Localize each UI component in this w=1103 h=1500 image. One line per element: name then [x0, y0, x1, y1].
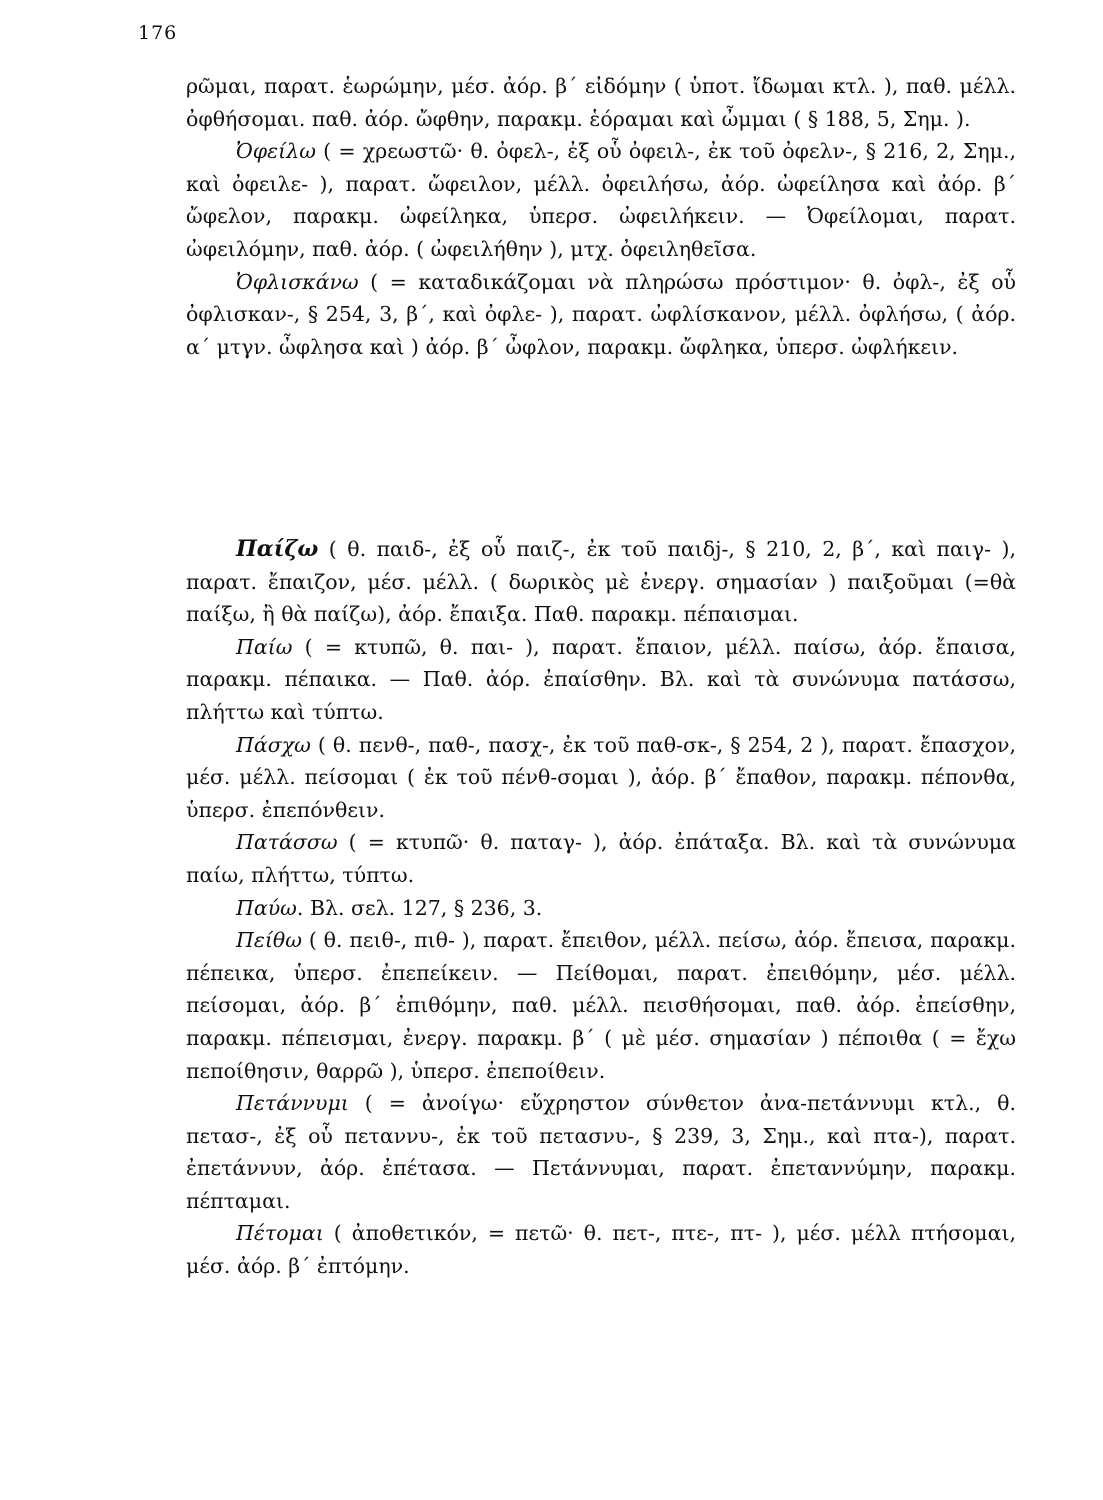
entry-headword: Πείθω — [236, 928, 302, 953]
entry-ofeilo — [186, 135, 1016, 265]
entry-pascho — [186, 729, 1016, 827]
text-block-p-entries — [186, 533, 1016, 1283]
entry-petomai — [186, 1217, 1016, 1282]
entry-headword: Πέτομαι — [236, 1221, 324, 1246]
entry-headword: Ὀφείλω — [236, 139, 316, 164]
entry-oflsikano — [186, 266, 1016, 364]
entry-text: ( ἀποθετικόν, = πετῶ· θ. πετ-, πτε-, πτ- ), μέσ. μέλλ πτήσομαι, μέσ. ἀόρ. β΄ ἐπτόμην. — [186, 1221, 1016, 1279]
page-number: 176 — [138, 22, 178, 44]
entry-text: ( = καταδικάζομαι νὰ πληρώσω πρόστιμον· θ. ὀφλ-, ἐξ οὗ ὀφλισκαν-, § 254, 3, β΄, καὶ ὀφλε- ), παρατ. ὠφλίσκανον, μέλλ. ὀφλήσω, ( ἀόρ. α΄ μτγν. ὦφλησα καὶ ) ἀόρ. β΄ ὦφλον, παρακμ. ὤφληκα, ὑπερσ. ὠφλήκειν. — [186, 269, 1016, 359]
entry-text: ( θ. πενθ-, παθ-, πασχ-, ἐκ τοῦ παθ-σκ-, § 254, 2 ), παρατ. ἔπασχον, μέσ. μέλλ. πείσομαι ( ἐκ τοῦ πένθ-σομαι ), ἀόρ. β΄ ἔπαθον, παρακμ. πέπονθα, ὑπερσ. ἐπεπόνθειν. — [186, 732, 1016, 822]
entry-patasso — [186, 826, 1016, 891]
entry-headword: Πετάννυμι — [236, 1091, 349, 1116]
entry-headword: Παίζω — [236, 536, 319, 562]
entry-text: ( = κτυπῶ, θ. παι- ), παρατ. ἔπαιον, μέλλ. παίσω, ἀόρ. ἔπαισα, παρακμ. πέπαικα. — Παθ. ἀόρ. ἐπαίσθην. Βλ. καὶ τὰ συνώνυμα πατάσσω, πλήττω καὶ τύπτω. — [186, 634, 1016, 724]
entry-petannymi — [186, 1087, 1016, 1217]
entry-text: ( θ. παιδ-, ἐξ οὗ παιζ-, ἐκ τοῦ παιδj-, § 210, 2, β΄, καὶ παιγ- ), παρατ. ἔπαιζον, μέσ. μέλλ. ( δωρικὸς μὲ ἐνεργ. σημασίαν ) παιξοῦμαι (=θὰ παίξω, ἢ θὰ παίζω), ἀόρ. ἔπαιξα. Παθ. παρακμ. πέπαισμαι. — [186, 537, 1016, 627]
entry-headword: Πάσχω — [236, 732, 311, 757]
entry-text: ρῶμαι, παρατ. ἑωρώμην, μέσ. ἀόρ. β΄ εἰδόμην ( ὑποτ. ἴδωμαι κτλ. ), παθ. μέλλ. ὀφθήσομαι. παθ. ἀόρ. ὤφθην, παρακμ. ἑόραμαι καὶ ὦμμαι ( § 188, 5, Σημ. ). — [186, 74, 1016, 131]
entry-headword: Πατάσσω — [236, 830, 338, 855]
entry-headword: Παίω — [236, 634, 293, 659]
entry-pauo — [186, 892, 1016, 925]
entry-text: ( = ἀνοίγω· εὔχρηστον σύνθετον ἀνα-πετάννυμι κτλ., θ. πετασ-, ἐξ οὗ πεταννυ-, ἐκ τοῦ πετασνυ-, § 239, 3, Σημ., καὶ πτα-), παρατ. ἐπετάννυν, ἀόρ. ἐπέτασα. — Πετάννυμαι, παρατ. ἐπεταννύμην, παρακμ. πέπταμαι. — [186, 1091, 1016, 1213]
entry-text: ( θ. πειθ-, πιθ- ), παρατ. ἔπειθον, μέλλ. πείσω, ἀόρ. ἔπεισα, παρακμ. πέπεικα, ὑπερσ. ἐπεπείκειν. — Πείθομαι, παρατ. ἐπειθόμην, μέσ. μέλλ. πείσομαι, ἀόρ. β΄ ἐπιθόμην, παθ. μέλλ. πεισθήσομαι, παθ. ἀόρ. ἐπείσθην, παρακμ. πέπεισμαι, ἐνεργ. παρακμ. β΄ ( μὲ μέσ. σημασίαν ) πέποιθα ( = ἔχω πεποίθησιν, θαρρῶ ), ὑπερσ. ἐπεποίθειν. — [186, 928, 1016, 1083]
entry-peitho — [186, 924, 1016, 1087]
entry-text: ( = κτυπῶ· θ. παταγ- ), ἀόρ. ἐπάταξα. Βλ. καὶ τὰ συνώνυμα παίω, πλήττω, τύπτω. — [186, 830, 1016, 887]
entry-paio — [186, 631, 1016, 729]
entry-headword: Ὀφλισκάνω — [236, 269, 359, 294]
entry-continuation — [186, 70, 1016, 135]
entry-paizo — [186, 533, 1016, 631]
entry-text: . Βλ. σελ. 127, § 236, 3. — [296, 895, 543, 920]
entry-text: ( = χρεωστῶ· θ. ὀφελ-, ἐξ οὗ ὀφειλ-, ἐκ τοῦ ὀφελν-, § 216, 2, Σημ., καὶ ὀφειλε- ), παρατ. ὤφειλον, μέλλ. ὀφειλήσω, ἀόρ. ὠφείλησα καὶ ἀόρ. β΄ ὤφελον, παρακμ. ὠφείληκα, ὑπερσ. ὠφειλήκειν. — Ὀφείλομαι, παρατ. ὠφειλόμην, παθ. ἀόρ. ( ὠφειλήθην ), μτχ. ὀφειληθεῖσα. — [186, 139, 1016, 261]
text-block-o-entries — [186, 70, 1016, 363]
entry-headword: Παύω — [236, 895, 297, 920]
